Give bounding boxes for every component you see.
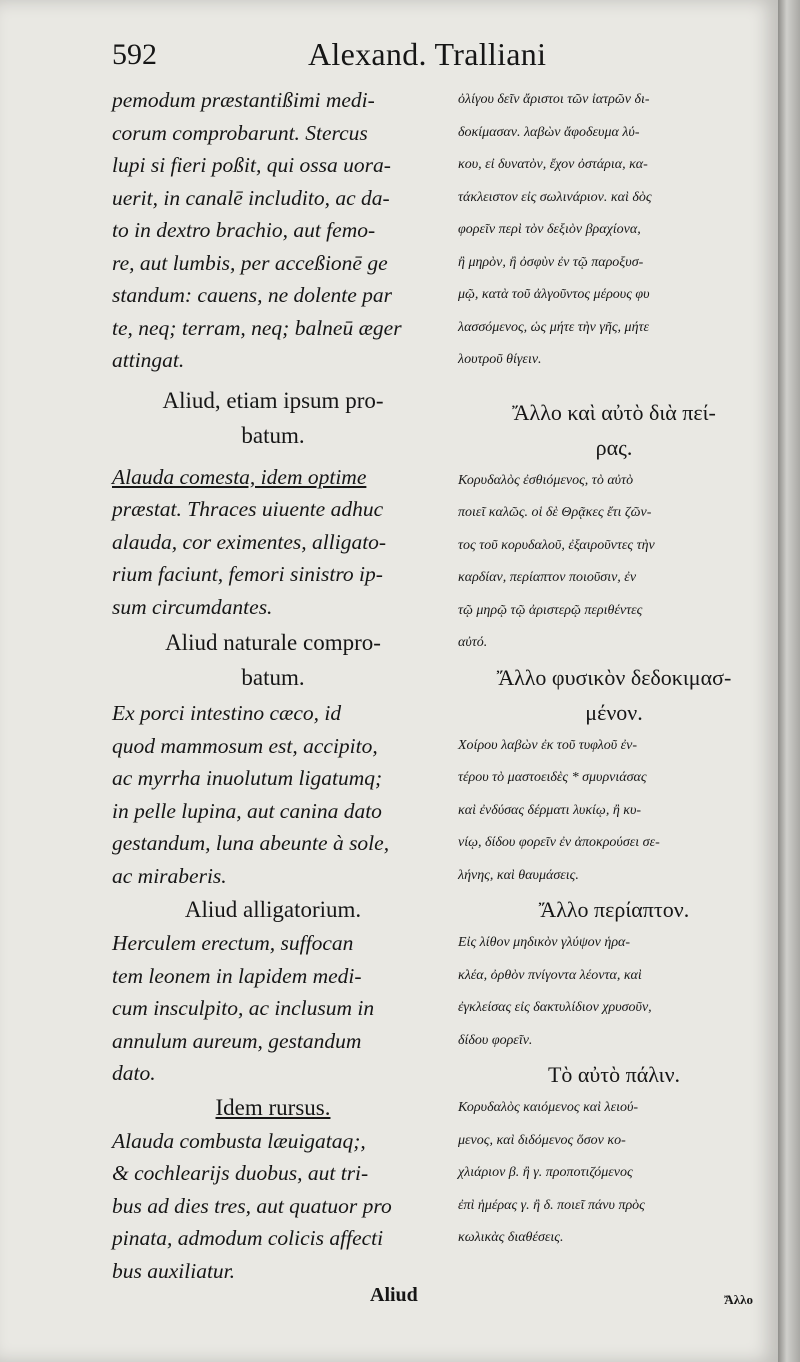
text-line: Alauda comesta, idem optime: [112, 464, 367, 489]
text-line: corum comprobarunt. Stercus: [112, 120, 368, 145]
latin-heading-1: [112, 383, 434, 453]
page-edge: [778, 0, 800, 1362]
text-line: καὶ ἐνδύσας δέρματι λυκίῳ, ἢ κυ-: [458, 802, 642, 818]
text-line: τάκλειστον εἰς σωλινάριον. καὶ δὸς: [458, 189, 652, 205]
text-line: μῷ, κατὰ τοῦ ἀλγοῦντος μέρους φυ: [458, 287, 650, 302]
text-line: cum insculpito, ac inclusum in: [112, 996, 375, 1020]
page-number: 592: [112, 38, 157, 71]
text-line: καρδίαν, περίαπτον ποιοῦσιν, ἐν: [458, 570, 637, 585]
heading-line: Aliud alligatorium.: [184, 897, 362, 922]
text-line: λασσόμενος, ὡς μήτε τὴν γῆς, μήτε: [458, 319, 650, 335]
text-line: sum circumdantes.: [112, 594, 273, 619]
text-line: Herculem erectum, suffocan: [112, 931, 354, 955]
text-line: Χοίρου λαβὼν ἐκ τοῦ τυφλοῦ ἐν-: [458, 737, 638, 753]
text-line: Ex porci intestino cæco, id: [112, 701, 342, 725]
greek-heading-2: [458, 660, 770, 730]
text-line: Κορυδαλὸς καιόμενος καὶ λειού-: [458, 1100, 639, 1115]
text-line: αὐτό.: [458, 635, 488, 650]
text-line: bus auxiliatur.: [112, 1258, 236, 1283]
greek-paragraph-5: [458, 1092, 770, 1255]
text-line: ac myrrha inuolutum ligatumq;: [112, 766, 383, 790]
text-line: ac miraberis.: [112, 863, 227, 888]
heading-line: ρας.: [595, 434, 633, 460]
text-line: in pelle lupina, aut canina dato: [112, 798, 382, 823]
text-line: tem leonem in lapidem medi-: [112, 963, 362, 988]
running-title: Alexand. Tralliani: [308, 36, 547, 72]
heading-line: μένον.: [585, 699, 643, 725]
latin-paragraph-5: [112, 1125, 434, 1288]
latin-heading-2: [112, 625, 434, 695]
greek-heading-3: [458, 892, 770, 927]
heading-line: Ἄλλο καὶ αὐτὸ διὰ πεί-: [512, 399, 716, 425]
text-line: bus ad dies tres, aut quatuor pro: [112, 1193, 392, 1218]
text-line: Κορυδαλὸς ἐσθιόμενος, τὸ αὐτὸ: [458, 472, 634, 488]
text-line: δίδου φορεῖν.: [458, 1032, 533, 1048]
latin-heading-3: [112, 892, 434, 927]
latin-catchword: Aliud: [370, 1284, 418, 1306]
text-line: annulum aureum, gestandum: [112, 1028, 362, 1053]
greek-paragraph-1: [458, 84, 770, 377]
greek-column: [458, 84, 770, 1255]
text-line: uerit, in canalē includito, ac da-: [112, 185, 390, 210]
text-line: κου, εἰ δυνατὸν, ἔχον ὀστάρια, κα-: [458, 157, 648, 172]
text-line: ὀλίγου δεῖν ἄριστοι τῶν ἰατρῶν δι-: [458, 92, 650, 107]
text-line: λουτροῦ θίγειν.: [458, 352, 542, 367]
text-line: pemodum præstantißimi medi-: [112, 88, 375, 112]
text-line: quod mammosum est, accipito,: [112, 733, 378, 758]
heading-line: Aliud naturale compro-: [165, 630, 381, 655]
heading-line: batum.: [241, 665, 305, 690]
text-line: ἐπὶ ἡμέρας γ. ἢ δ. ποιεῖ πάνυ πρὸς: [458, 1197, 645, 1213]
heading-line: Idem rursus.: [215, 1094, 331, 1120]
running-head: [112, 36, 612, 80]
latin-paragraph-3: [112, 697, 434, 892]
text-line: dato.: [112, 1061, 156, 1085]
text-line: τέρου τὸ μαστοειδὲς * σμυρνιάσας: [458, 770, 647, 785]
greek-paragraph-2: [458, 465, 770, 660]
text-line: pinata, admodum colicis affecti: [112, 1226, 384, 1250]
latin-paragraph-2: [112, 461, 434, 624]
latin-paragraph-1: [112, 84, 434, 377]
text-line: κλέα, ὀρθὸν πνίγοντα λέοντα, καὶ: [458, 967, 642, 983]
text-line: re, aut lumbis, per acceßionē ge: [112, 250, 388, 275]
text-line: κωλικὰς διαθέσεις.: [458, 1230, 564, 1245]
text-line: ποιεῖ καλῶς. οἱ δὲ Θρᾷκες ἔτι ζῶν-: [458, 505, 652, 520]
text-line: lupi si fieri poßit, qui ossa uora-: [112, 153, 391, 177]
heading-line: Ἄλλο φυσικὸν δεδοκιμασ-: [496, 664, 732, 690]
text-line: alauda, cor eximentes, alligato-: [112, 529, 387, 554]
text-line: & cochlearijs duobus, aut tri-: [112, 1161, 369, 1185]
greek-heading-1: [458, 395, 770, 465]
text-line: Alauda combusta læuigataq;,: [112, 1128, 366, 1153]
greek-paragraph-3: [458, 730, 770, 893]
text-line: rium faciunt, femori sinistro ip-: [112, 562, 383, 586]
text-line: λήνης, καὶ θαυμάσεις.: [458, 867, 579, 883]
greek-heading-4: [458, 1057, 770, 1092]
heading-line: Ἄλλο περίαπτον.: [538, 897, 690, 922]
text-line: attingat.: [112, 348, 185, 372]
text-line: τῷ μηρῷ τῷ ἀριστερῷ περιθέντες: [458, 602, 643, 618]
text-line: to in dextro brachio, aut femo-: [112, 218, 376, 242]
text-line: ἐγκλείσας εἰς δακτυλίδιον χρυσοῦν,: [458, 1000, 652, 1015]
text-line: gestandum, luna abeunte à sole,: [112, 831, 390, 855]
greek-catchword: Ἄλλο: [724, 1292, 753, 1307]
heading-line: batum.: [241, 422, 305, 448]
latin-paragraph-4: [112, 927, 434, 1090]
text-line: νίῳ, δίδου φορεῖν ἐν ἀποκρούσει σε-: [458, 835, 660, 850]
text-line: μενος, καὶ διδόμενος ὅσον κο-: [458, 1132, 626, 1148]
text-line: ἢ μηρὸν, ἢ ὀσφὺν ἐν τῷ παροξυσ-: [458, 254, 644, 270]
latin-heading-4: [112, 1090, 434, 1125]
latin-column: [112, 84, 434, 1287]
heading-line: Τὸ αὐτὸ πάλιν.: [547, 1062, 681, 1087]
heading-line: Aliud, etiam ipsum pro-: [162, 387, 384, 413]
text-line: δοκίμασαν. λαβὼν ἄφοδευμα λύ-: [458, 124, 640, 140]
text-line: Εἰς λίθον μηδικὸν γλύψον ἡρα-: [458, 935, 631, 950]
text-line: χλιάριον β. ἢ γ. προποτιζόμενος: [458, 1165, 633, 1180]
text-line: φορεῖν περὶ τὸν δεξιὸν βραχίονα,: [458, 222, 641, 237]
text-line: τος τοῦ κορυδαλοῦ, ἐξαιροῦντες τὴν: [458, 537, 655, 553]
greek-paragraph-4: [458, 927, 770, 1057]
text-line: præstat. Thraces uiuente adhuc: [112, 497, 384, 521]
text-line: te, neq; terram, neq; balneū æger: [112, 315, 402, 340]
text-line: standum: cauens, ne dolente par: [112, 283, 393, 307]
